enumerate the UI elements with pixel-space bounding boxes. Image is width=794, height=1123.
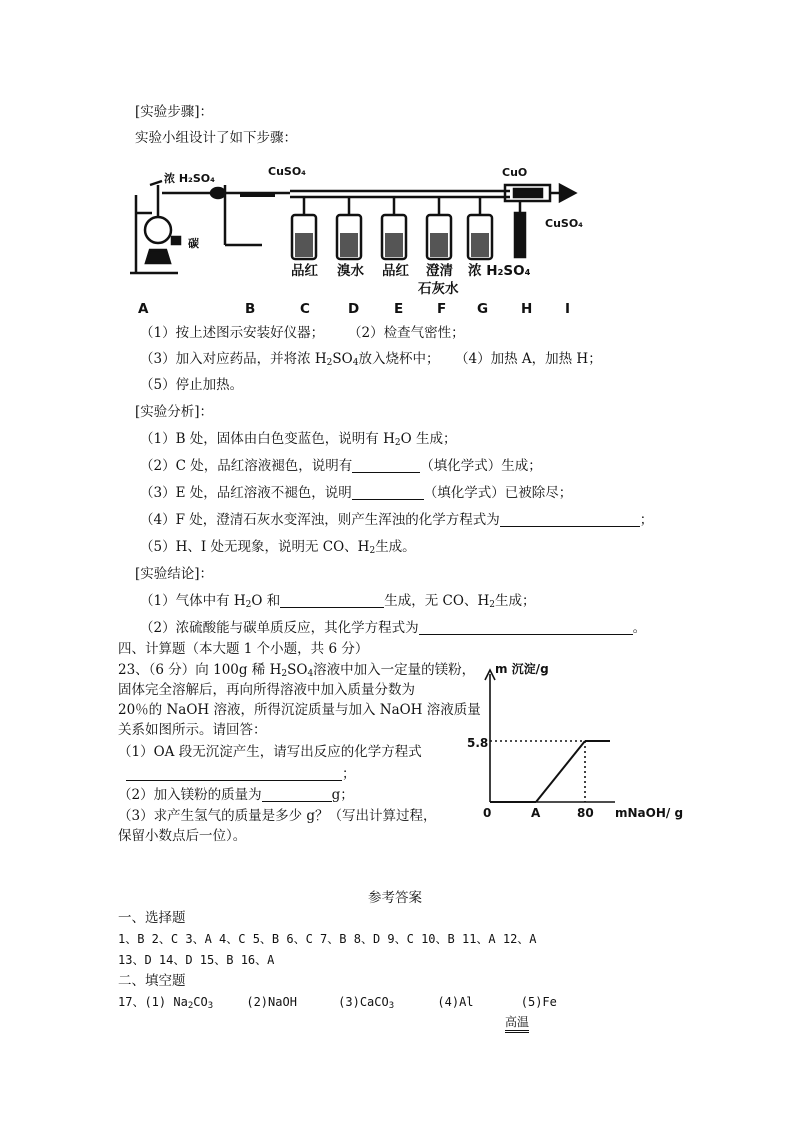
q23-line8: （3）求产生氢气的质量是多少 g？（写出计算过程， [118, 808, 437, 824]
graph-y-value: 5.8 [467, 736, 489, 750]
answers-row-2: 13、D 14、D 15、B 16、A [118, 953, 275, 967]
q23-line7: （2）加入镁粉的质量为 g； [118, 787, 354, 803]
label-conc-h2so4-top: 浓 H₂SO₄ [164, 172, 215, 185]
graph-origin: 0 [483, 806, 492, 820]
q23-line5: （1）OA 段无沉淀产生，请写出反应的化学方程式 [118, 744, 422, 760]
series-line-rise [536, 741, 585, 802]
graph-point-a: A [531, 806, 541, 820]
station-f: F [437, 301, 447, 317]
answers-title: 参考答案 [368, 890, 422, 906]
step-3: （3）加入对应药品，并将浓 $H_2SO_4$放入烧杯中； [140, 351, 440, 368]
step-4: （4）加热 A，加热 H； [455, 351, 602, 367]
station-i: I [565, 301, 571, 317]
steps-intro: 实验小组设计了如下步骤： [135, 130, 297, 146]
graph-x-label: mNaOH/ g [615, 806, 684, 820]
station-e: E [394, 301, 404, 317]
gaowen-condition: 高温 [505, 1015, 529, 1033]
bottle-label-c: 品红 [291, 263, 318, 279]
bottle-label-e: 品红 [382, 263, 409, 279]
q23-line6: ； [126, 765, 356, 783]
conclusion-2: （2）浓硫酸能与碳单质反应，其化学方程式为 。 [140, 620, 647, 636]
label-charcoal: 碳 [188, 237, 199, 250]
step-2: （2）检查气密性； [348, 325, 465, 341]
analysis-1: （1）B 处，固体由白色变蓝色，说明有 $H_2O$ 生成； [140, 431, 457, 448]
station-c: C [300, 301, 310, 317]
answer-blank-gas[interactable] [280, 593, 384, 608]
bottle-label-g: 浓 H₂SO₄ [468, 263, 531, 279]
step-1: （1）按上述图示安装好仪器； [140, 325, 325, 341]
bottle-label-f: 澄清 [426, 263, 453, 279]
steps-heading: [实验步骤]： [135, 104, 214, 120]
answer-blank-f[interactable] [500, 512, 640, 527]
bottle-label-f2: 石灰水 [418, 281, 459, 297]
graph-y-label: m 沉淀/g [495, 662, 549, 676]
analysis-4: （4）F 处，澄清石灰水变浑浊，则产生浑浊的化学方程式为 ； [140, 512, 654, 528]
station-b: B [245, 301, 256, 317]
label-cuo: CuO [502, 166, 528, 179]
analysis-5: （5）H、I 处无现象，说明无 CO、$H_2$生成。 [140, 539, 416, 556]
station-d: D [348, 301, 360, 317]
q23-line3: 20％的 NaOH 溶液，所得沉淀质量与加入 NaOH 溶液质量 [118, 702, 481, 718]
q23-line2: 固体完全溶解后，再向所得溶液中加入质量分数为 [118, 682, 415, 698]
q23-line1: 23、（6 分）向 100g 稀 $H_2SO_4$溶液中加入一定量的镁粉， [118, 662, 476, 679]
answers-heading-1: 一、选择题 [118, 910, 186, 926]
station-h: H [521, 301, 533, 317]
section4-heading: 四、计算题（本大题 1 个小题，共 6 分） [118, 641, 369, 657]
answer-blank-mg[interactable] [262, 787, 332, 802]
conclusion-1: （1）气体中有 $H_2O$ 和 生成，无 CO、$H_2$生成； [140, 593, 536, 610]
answer-blank-oa[interactable] [126, 766, 342, 781]
answer-blank-c[interactable] [352, 458, 420, 473]
graph-x-value: 80 [577, 806, 594, 820]
q23-line9: 保留小数点后一位）。 [118, 828, 247, 844]
step-5: （5）停止加热。 [140, 377, 244, 393]
analysis-2: （2）C 处，品红溶液褪色，说明有 （填化学式）生成； [140, 458, 542, 474]
q23-line4: 关系如图所示。请回答： [118, 722, 267, 738]
answer-blank-equation[interactable] [419, 620, 633, 635]
analysis-3: （3）E 处，品红溶液不褪色，说明 （填化学式）已被除尽； [140, 485, 573, 501]
bottle-label-d: 溴水 [337, 263, 364, 279]
station-g: G [477, 301, 489, 317]
conclusion-heading: [实验结论]： [135, 566, 214, 582]
answer-17: 17、(1) $Na_2CO_3$ (2)NaOH (3)CaCO$_3$ (4)Al (5)Fe [118, 995, 557, 1011]
label-cuso4-b: CuSO₄ [268, 165, 306, 178]
station-a: A [138, 301, 149, 317]
answers-heading-2: 二、填空题 [118, 973, 186, 989]
label-cuso4-i: CuSO₄ [545, 217, 583, 230]
answer-blank-e[interactable] [352, 485, 424, 500]
answers-row-1: 1、B 2、C 3、A 4、C 5、B 6、C 7、B 8、D 9、C 10、B 11、A 12、A [118, 932, 537, 946]
analysis-heading: [实验分析]： [135, 404, 214, 420]
apparatus-diagram [0, 155, 794, 315]
